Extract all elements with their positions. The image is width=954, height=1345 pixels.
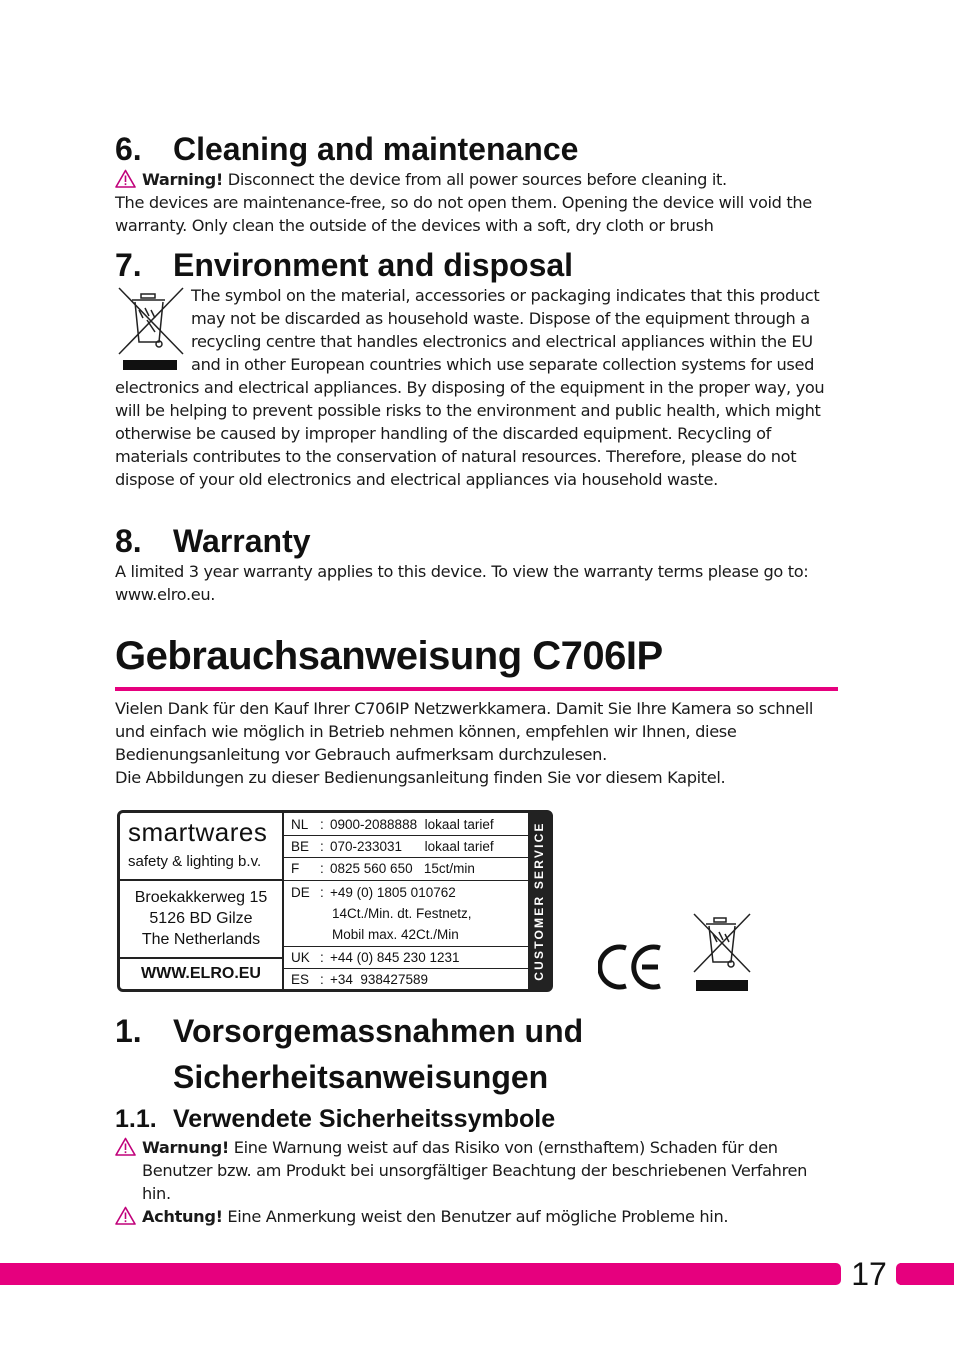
footer-bar bbox=[0, 1263, 836, 1285]
cleaning-body: The devices are maintenance-free, so do not open them. Opening the device will void the warranty. Only clean the outside of the devices with a soft, dry cloth or brush bbox=[115, 193, 812, 235]
brand-logo: smartwares bbox=[128, 817, 268, 847]
section-heading: 6. Cleaning and maintenance bbox=[115, 131, 579, 167]
address-line: Broekakkerweg 15 bbox=[134, 889, 268, 906]
german-intro bbox=[115, 697, 835, 789]
intro-text: Vielen Dank für den Kauf Ihrer C706IP Netzwerkkamera. Damit Sie Ihre Kamera so schnell und einfach wie möglich in Betrieb nehmen können, empfehlen wir Ihnen, diese Bedienungsanleitung vor Gebrauch aufmerksam durchzulesen. bbox=[115, 699, 814, 764]
brand-box bbox=[120, 813, 284, 881]
warning-triangle-icon bbox=[115, 1206, 136, 1225]
warning-triangle-icon bbox=[115, 1137, 136, 1156]
warnung-line: Warnung! Eine Warnung weist auf das Risiko von (ernsthaftem) Schaden für den Benutzer bzw. am Produkt bei unsorgfältiger Beachtung der beschriebenen Verfahren hin. bbox=[115, 1136, 835, 1205]
phone-row: ES : +34 938427589 bbox=[291, 972, 428, 987]
phone-row: DE : +49 (0) 1805 010762 14Ct./Min. dt. Festnetz, Mobil max. 42Ct./Min bbox=[284, 881, 531, 947]
address-box bbox=[120, 881, 284, 959]
achtung-line: Achtung! Eine Anmerkung weist den Benutzer auf mögliche Probleme hin. bbox=[115, 1205, 835, 1228]
manual-title: Gebrauchsanweisung C706IP bbox=[115, 634, 663, 678]
warning-line: Warning! Disconnect the device from all power sources before cleaning it. bbox=[115, 168, 835, 191]
phone-row: UK : +44 (0) 845 230 1231 bbox=[284, 947, 531, 969]
section-precautions bbox=[115, 1008, 583, 1100]
website-label: WWW.ELRO.EU bbox=[120, 959, 284, 992]
environment-body-wrap bbox=[115, 284, 835, 491]
phone-row: NL : 0900-2088888 lokaal tarief bbox=[284, 813, 531, 836]
environment-body: The symbol on the material, accessories or packaging indicates that this product may not be discarded as household waste. Dispose of the equipment through a recycling centre that handles electronics and electrical appliances within the EU and in other European countries which use separate collection systems for used electronics and electrical appliances. By disposing of the equipment in the proper way, you will be helping to prevent possible risks to the environment and public health, which might otherwise be caused by improper handling of the discarded equipment. Recycling of materials contributes to the conservation of natural resources. Therefore, please do not dispose of your old electronics and electrical appliances via household waste. bbox=[115, 286, 825, 489]
section-warranty bbox=[115, 523, 835, 606]
phone-row: BE : 070-233031 lokaal tarief bbox=[284, 836, 531, 858]
section-cleaning bbox=[115, 131, 835, 237]
title-rule bbox=[115, 687, 838, 691]
subsection-heading: 1.1. Verwendete Sicherheitssymbole bbox=[115, 1105, 556, 1133]
customer-service-label: CUSTOMER SERVICE bbox=[532, 821, 546, 981]
section-safety-symbols bbox=[115, 1103, 835, 1228]
warning-triangle-icon bbox=[115, 169, 136, 188]
section-environment bbox=[115, 247, 835, 491]
card-company bbox=[120, 813, 284, 989]
page-number: 17 bbox=[851, 1256, 887, 1292]
warranty-body: A limited 3 year warranty applies to this device. To view the warranty terms please go to: www.elro.eu. bbox=[115, 562, 809, 604]
section-heading: 8. Warranty bbox=[115, 523, 311, 559]
address-line: The Netherlands bbox=[141, 931, 261, 948]
footer-bar bbox=[900, 1263, 954, 1285]
section-heading-line2: Sicherheitsanweisungen bbox=[173, 1059, 549, 1095]
weee-bin-icon bbox=[692, 912, 752, 992]
customer-service-strip bbox=[528, 813, 550, 989]
phone-table bbox=[284, 813, 531, 989]
intro-text-2: Die Abbildungen zu dieser Bedienungsanleitung finden Sie vor diesem Kapitel. bbox=[115, 768, 726, 787]
address-line: 5126 BD Gilze bbox=[149, 910, 253, 927]
ce-mark-icon bbox=[598, 942, 664, 992]
brand-subtitle: safety & lighting b.v. bbox=[128, 853, 262, 870]
customer-service-card bbox=[117, 810, 553, 992]
weee-bin-icon bbox=[115, 284, 185, 372]
section-heading: 7. Environment and disposal bbox=[115, 247, 574, 283]
phone-row: F : 0825 560 650 15ct/min bbox=[284, 858, 531, 881]
section-heading: 1. Vorsorgemassnahmen und bbox=[115, 1013, 584, 1049]
